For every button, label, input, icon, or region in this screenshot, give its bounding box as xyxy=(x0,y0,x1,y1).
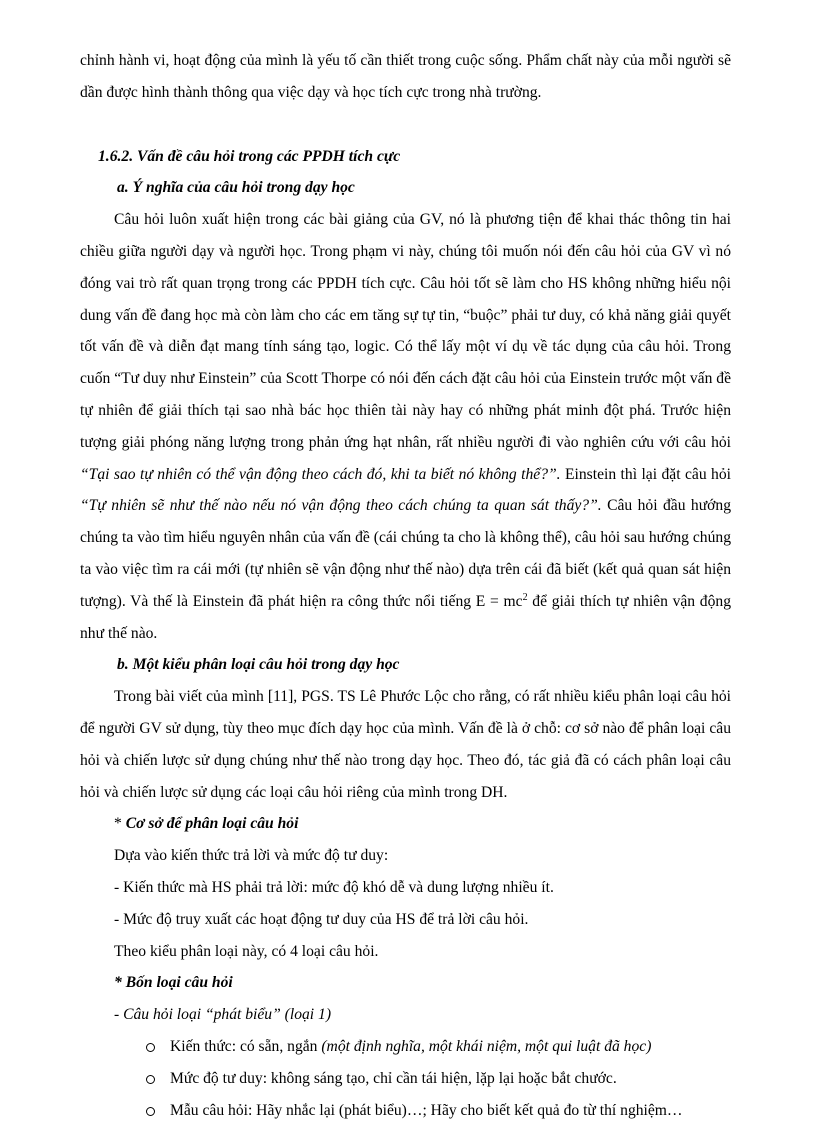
einstein-quote-2: “Tự nhiên sẽ như thế nào nếu nó vận động theo cách chúng ta quan sát thấy?”. xyxy=(80,497,602,514)
formula-superscript: 2 xyxy=(523,592,528,603)
circle-bullet-icon xyxy=(146,1107,155,1116)
basis-line: Theo kiểu phân loại này, có 4 loại câu hỏi. xyxy=(80,936,731,968)
section-spacer xyxy=(80,109,731,141)
subsection-a-paragraph xyxy=(80,204,731,649)
type1-heading-text: - Câu hỏi loại “phát biểu” (loại 1) xyxy=(114,1006,331,1023)
list-item xyxy=(146,1095,731,1126)
basis-heading-line xyxy=(80,808,731,840)
subsection-b-heading: b. Một kiểu phân loại câu hỏi trong dạy học xyxy=(80,649,731,681)
list-item xyxy=(146,1063,731,1095)
basis-line: - Kiến thức mà HS phải trả lời: mức độ khó dễ và dung lượng nhiều ít. xyxy=(80,872,731,904)
intro-paragraph: chỉnh hành vi, hoạt động của mình là yếu tố cần thiết trong cuộc sống. Phẩm chất này của mỗi người sẽ dần được hình thành thông qua việc dạy và học tích cực trong nhà trường. xyxy=(80,45,731,109)
basis-line: Dựa vào kiến thức trả lời và mức độ tư duy: xyxy=(80,840,731,872)
list-item-text: Mẫu câu hỏi: Hãy nhắc lại (phát biểu)…; Hãy cho biết kết quả đo từ thí nghiệm… xyxy=(170,1102,683,1119)
paragraph-text: Einstein thì lại đặt câu hỏi xyxy=(561,466,731,483)
subsection-b-paragraph: Trong bài viết của mình [11], PGS. TS Lê Phước Lộc cho rằng, có rất nhiều kiểu phân loại câu hỏi để người GV sử dụng, tùy theo mục đích dạy học của mình. Vấn đề là ở chỗ: cơ sở nào để phân loại câu hỏi và chiến lược sử dụng chúng như thế nào trong dạy học. Theo đó, tác giả đã có cách phân loại câu hỏi và chiến lược sử dụng các loại câu hỏi riêng của mình trong DH. xyxy=(80,681,731,808)
type1-heading xyxy=(80,999,731,1031)
subsection-a-heading: a. Ý nghĩa của câu hỏi trong dạy học xyxy=(80,172,731,204)
list-item-text: Mức độ tư duy: không sáng tạo, chỉ cần tái hiện, lặp lại hoặc bắt chước. xyxy=(170,1070,617,1087)
star-marker: * xyxy=(114,815,126,832)
type1-list xyxy=(80,1031,731,1126)
circle-bullet-icon xyxy=(146,1075,155,1084)
circle-bullet-icon xyxy=(146,1043,155,1052)
paragraph-text: Câu hỏi đầu hướng chúng ta vào tìm hiểu nguyên nhân của vấn đề (cái chúng ta cho là không thể), câu hỏi sau hướng chúng ta vào việc tìm ra cái mới (tự nhiên sẽ vận động như thế nào) dựa trên cái đã biết (kết quả quan sát hiện tượng). Và thế là Einstein đã phát hiện ra công thức nổi tiếng E = mc xyxy=(80,497,731,609)
paragraph-text: Câu hỏi luôn xuất hiện trong các bài giảng của GV, nó là phương tiện để khai thác thông tin hai chiều giữa người dạy và người học. Trong phạm vi này, chúng tôi muốn nói đến câu hỏi của GV vì nó đóng vai trò rất quan trọng trong các PPDH tích cực. Câu hỏi tốt sẽ làm cho HS không những hiểu nội dung vấn đề đang học mà còn làm cho các em tăng sự tự tin, “buộc” phải tư duy, có khả năng giải quyết tốt vấn đề và diễn đạt mang tính sáng tạo, logic. Có thể lấy một ví dụ về tác dụng của câu hỏi. Trong cuốn “Tư duy như Einstein” của Scott Thorpe có nói đến cách đặt câu hỏi của Einstein trước một vấn đề tự nhiên để giải thích tại sao nhà bác học thiên tài này hay có những phát minh đột phá. Trước hiện tượng giải phóng năng lượng trong phản ứng hạt nhân, rất nhiều người đi vào nghiên cứu với câu hỏi xyxy=(80,211,731,451)
list-item-text: Kiến thức: có sẵn, ngắn xyxy=(170,1038,321,1055)
einstein-quote-1: “Tại sao tự nhiên có thể vận động theo cách đó, khi ta biết nó không thể?”. xyxy=(80,466,561,483)
list-item xyxy=(146,1031,731,1063)
basis-line: - Mức độ truy xuất các hoạt động tư duy của HS để trả lời câu hỏi. xyxy=(80,904,731,936)
four-types-heading: * Bốn loại câu hỏi xyxy=(80,967,731,999)
section-heading: 1.6.2. Vấn đề câu hỏi trong các PPDH tích cực xyxy=(80,141,731,173)
basis-heading: Cơ sở để phân loại câu hỏi xyxy=(126,815,299,832)
paragraph-text: để giải thích tự nhiên vận động như thế nào. xyxy=(80,593,731,642)
list-item-italic: (một định nghĩa, một khái niệm, một qui luật đã học) xyxy=(321,1038,651,1055)
